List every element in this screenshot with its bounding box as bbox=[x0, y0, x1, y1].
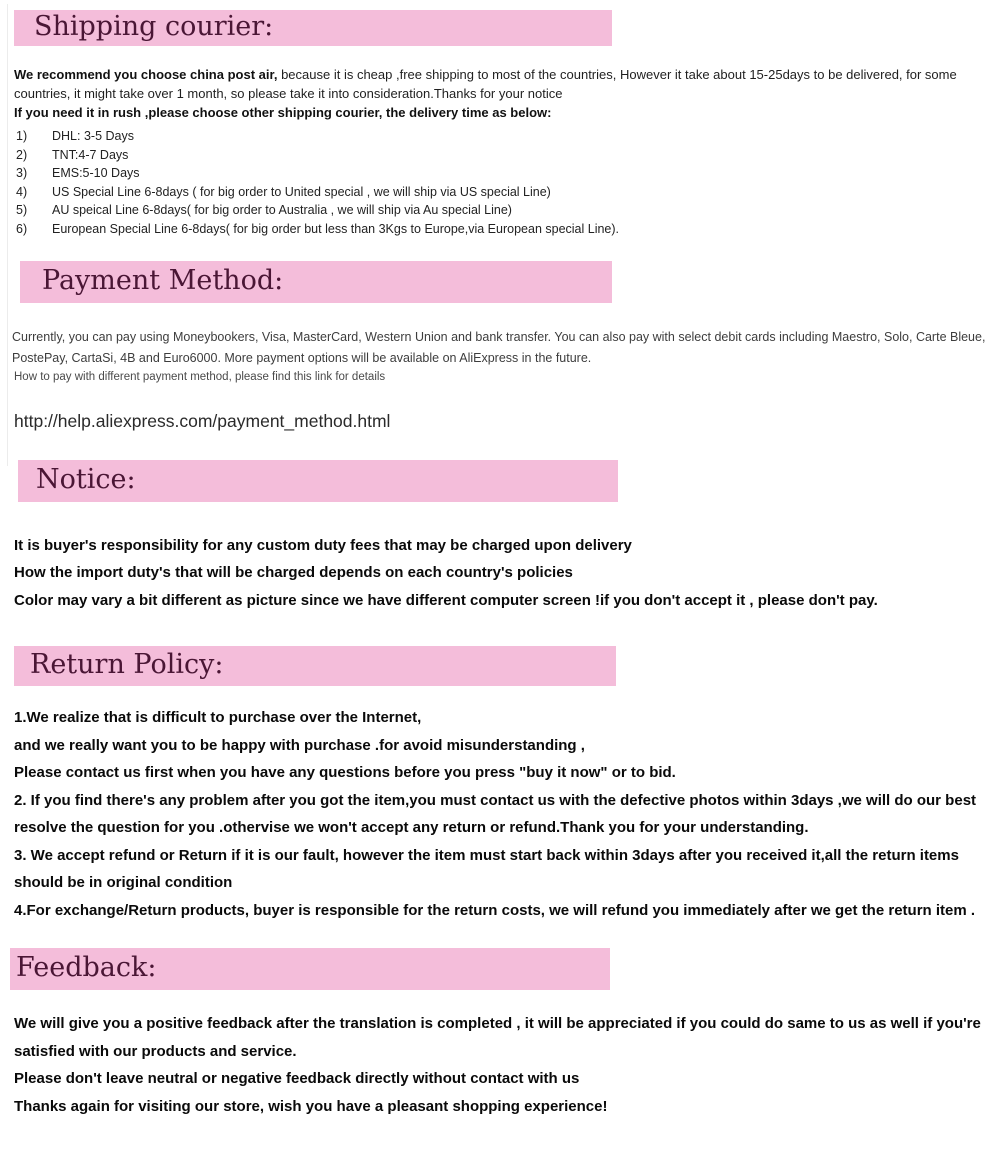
feedback-line: We will give you a positive feedback after the translation is completed , it will be appreciated if you could do same to us as well if you're satisfied with our products and service. bbox=[14, 1015, 981, 1060]
feedback-section bbox=[8, 948, 990, 1120]
courier-list-item bbox=[8, 127, 990, 146]
courier-list-item bbox=[8, 220, 990, 239]
return-policy-title: Return Policy: bbox=[30, 649, 224, 681]
feedback-line: Please don't leave neutral or negative feedback directly without contact with us bbox=[14, 1070, 580, 1088]
courier-item-number: 3) bbox=[16, 166, 28, 181]
courier-list-item bbox=[8, 183, 990, 202]
courier-item-text: US Special Line 6-8days ( for big order to United special , we will ship via US special Line) bbox=[52, 184, 551, 199]
return-policy-line: 3. We accept refund or Return if it is our fault, however the item must start back within 3days after you received it,all the return items should be in original condition bbox=[14, 846, 959, 892]
payment-method-link[interactable]: http://help.aliexpress.com/payment_method.html bbox=[14, 410, 391, 431]
return-policy-line: 2. If you find there's any problem after you got the item,you must contact us with the defective photos within 3days ,we will do our best resolve the question for you .othervise we won't accept any return or refund.Thank you for your understanding. bbox=[14, 791, 977, 837]
notice-header bbox=[18, 460, 618, 502]
payment-howto-line: How to pay with different payment method, please find this link for details bbox=[14, 370, 386, 383]
shipping-intro-lead: We recommend you choose china post air, bbox=[14, 67, 278, 82]
return-policy-text-block bbox=[14, 704, 990, 924]
payment-method-title: Payment Method: bbox=[42, 264, 284, 296]
notice-text-block bbox=[14, 532, 990, 615]
courier-list-item bbox=[8, 164, 990, 183]
courier-item-number: 6) bbox=[16, 221, 28, 236]
feedback-text-block bbox=[14, 1010, 990, 1120]
return-policy-header bbox=[14, 646, 616, 686]
courier-item-number: 4) bbox=[16, 184, 28, 199]
shipping-courier-title: Shipping courier: bbox=[34, 11, 274, 42]
feedback-header bbox=[10, 948, 610, 990]
return-policy-line: and we really want you to be happy with purchase .for avoid misunderstanding , bbox=[14, 736, 585, 754]
courier-list bbox=[8, 127, 990, 239]
payment-body-paragraph: Currently, you can pay using Moneybookers, Visa, MasterCard, Western Union and bank transfer. You can also pay with select debit cards including Maestro, Solo, Carte Bleue, PostePay, CartaSi, 4B and Euro6000. More payment options will be available on AliExpress in the future. bbox=[12, 329, 986, 365]
shipping-courier-header bbox=[14, 10, 612, 46]
courier-list-item bbox=[8, 201, 990, 220]
notice-title: Notice: bbox=[36, 463, 136, 495]
notice-line: It is buyer's responsibility for any custom duty fees that may be charged upon delivery bbox=[14, 536, 632, 554]
return-policy-line: Please contact us first when you have any questions before you press "buy it now" or to bid. bbox=[14, 764, 676, 782]
payment-method-section bbox=[8, 261, 990, 432]
feedback-line: Thanks again for visiting our store, wish you have a pleasant shopping experience! bbox=[14, 1097, 608, 1115]
notice-line: Color may vary a bit different as picture since we have different computer screen !if you don't accept it , please don't pay. bbox=[14, 591, 878, 609]
shipping-rush-line: If you need it in rush ,please choose other shipping courier, the delivery time as below: bbox=[14, 105, 552, 120]
courier-item-text: DHL: 3-5 Days bbox=[52, 129, 134, 143]
courier-item-text: European Special Line 6-8days( for big order but less than 3Kgs to Europe,via European special Line). bbox=[52, 221, 620, 236]
courier-item-text: TNT:4-7 Days bbox=[52, 147, 129, 162]
return-policy-line: 4.For exchange/Return products, buyer is responsible for the return costs, we will refund you immediately after we get the return item . bbox=[14, 901, 976, 919]
courier-item-number: 2) bbox=[16, 147, 28, 162]
return-policy-section bbox=[8, 646, 990, 924]
shipping-courier-section bbox=[8, 10, 990, 239]
shipping-intro-rest: because it is cheap ,free shipping to most of the countries, However it take about 15-25days to be delivered, for some countries, it might take over 1 month, so please take it into consideration.Thanks for your notice bbox=[14, 67, 957, 101]
notice-section bbox=[8, 460, 990, 615]
feedback-title: Feedback: bbox=[16, 952, 157, 984]
courier-item-text: EMS:5-10 Days bbox=[52, 166, 140, 181]
return-policy-line: 1.We realize that is difficult to purchase over the Internet, bbox=[14, 709, 422, 727]
courier-item-text: AU speical Line 6-8days( for big order to Australia , we will ship via Au special Line) bbox=[52, 203, 512, 218]
notice-line: How the import duty's that will be charged depends on each country's policies bbox=[14, 564, 573, 582]
courier-list-item bbox=[8, 146, 990, 165]
shipping-intro-paragraph bbox=[14, 66, 986, 103]
courier-item-number: 1) bbox=[16, 129, 28, 143]
payment-method-header bbox=[20, 261, 612, 303]
courier-item-number: 5) bbox=[16, 203, 28, 218]
